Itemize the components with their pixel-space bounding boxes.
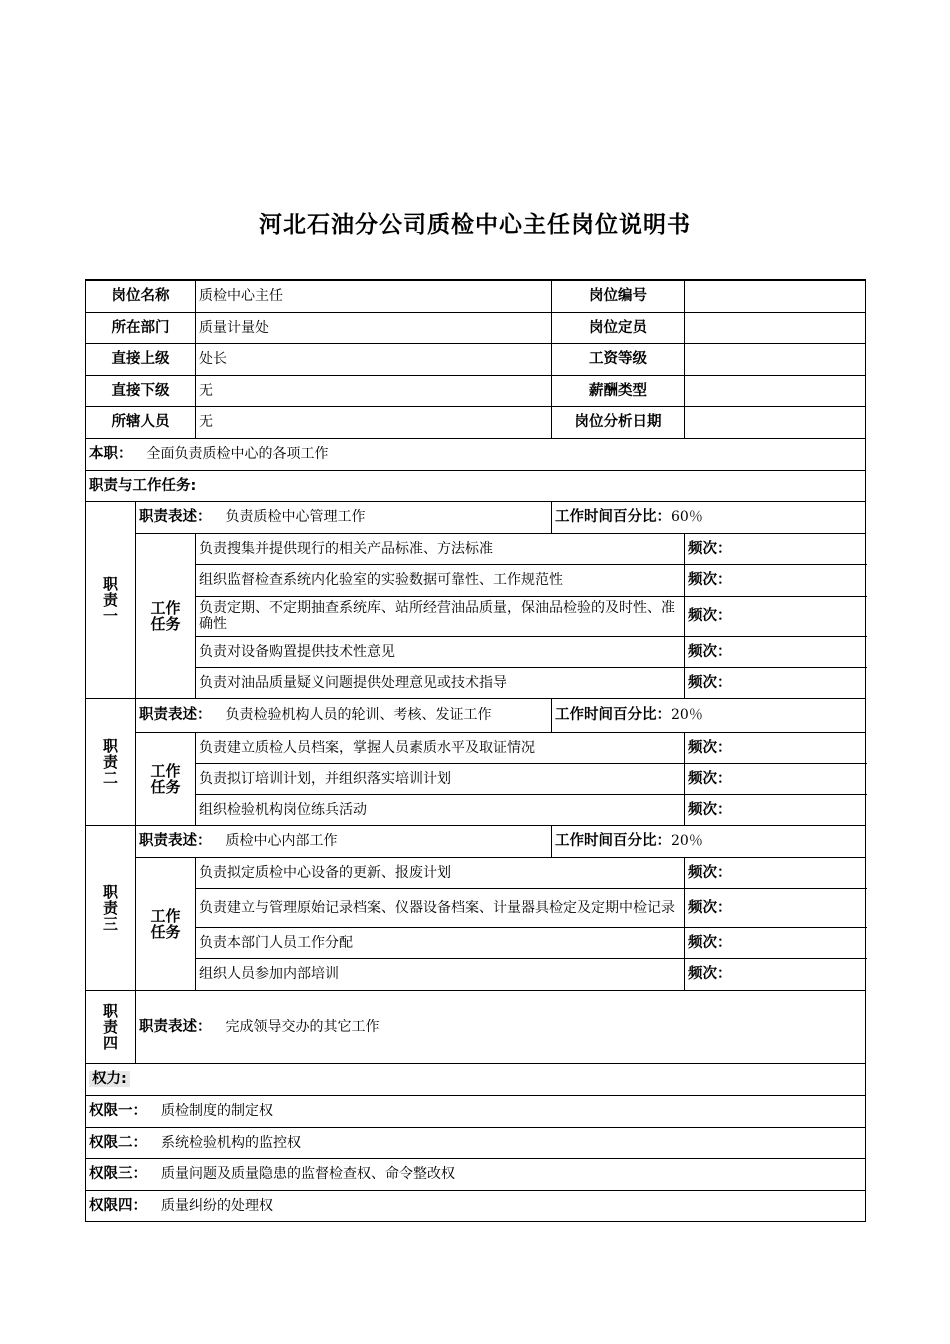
main-duty-label: 本职： — [89, 446, 133, 462]
frequency-label: 频次： — [685, 888, 866, 927]
duty-2-percent: 20％ — [671, 707, 703, 723]
label-staff: 所辖人员 — [86, 406, 196, 438]
duty-desc-label: 职责表述： — [139, 833, 212, 849]
duty-desc-label: 职责表述： — [139, 1018, 212, 1035]
duty-1-percent: 60％ — [671, 509, 703, 525]
task-row — [86, 958, 866, 990]
label-salary-grade: 工资等级 — [552, 343, 685, 375]
task-text: 负责建立与管理原始记录档案、仪器设备档案、计量器具检定及定期中检记录 — [196, 888, 685, 927]
duty-1-desc: 负责质检中心管理工作 — [225, 509, 366, 525]
job-description-table — [85, 279, 866, 1222]
duties-header-row — [86, 470, 866, 501]
document-title: 河北石油分公司质检中心主任岗位说明书 — [259, 212, 691, 238]
power-label: 权限二： — [89, 1134, 147, 1151]
task-row — [86, 596, 866, 636]
value-analysis-date — [685, 406, 866, 438]
task-text: 负责本部门人员工作分配 — [196, 927, 685, 958]
task-text: 组织人员参加内部培训 — [196, 958, 685, 990]
frequency-label: 频次： — [685, 958, 866, 990]
header-row — [86, 343, 866, 375]
task-text: 负责对设备购置提供技术性意见 — [196, 636, 685, 667]
time-percent-label: 工作时间百分比： — [555, 509, 671, 525]
value-department: 质量计量处 — [196, 312, 552, 343]
task-text: 负责对油品质量疑义问题提供处理意见或技术指导 — [196, 667, 685, 698]
label-supervisor: 直接上级 — [86, 343, 196, 375]
duty-3-desc: 质检中心内部工作 — [225, 833, 338, 849]
frequency-label: 频次： — [685, 564, 866, 596]
task-row — [86, 564, 866, 596]
task-row — [86, 667, 866, 698]
duty-desc-row — [86, 501, 866, 533]
main-duty-row — [86, 438, 866, 470]
task-text: 负责定期、不定期抽查系统库、站所经营油品质量，保油品检验的及时性、准确性 — [196, 596, 685, 636]
task-row — [86, 763, 866, 794]
task-row — [86, 927, 866, 958]
label-analysis-date: 岗位分析日期 — [552, 406, 685, 438]
power-text: 质量问题及质量隐患的监督检查权、命令整改权 — [161, 1166, 455, 1182]
duty-3-percent: 20％ — [671, 833, 703, 849]
duty-desc-row — [86, 698, 866, 732]
power-label: 权限一： — [89, 1103, 147, 1119]
duties-header: 职责与工作任务: — [86, 470, 866, 501]
powers-header-row — [86, 1063, 866, 1095]
power-row — [86, 1158, 866, 1190]
task-row — [86, 888, 866, 927]
power-text: 质量纠纷的处理权 — [161, 1197, 273, 1214]
frequency-label: 频次： — [685, 857, 866, 888]
task-text: 负责拟订培训计划，并组织落实培训计划 — [196, 763, 685, 794]
task-text: 组织检验机构岗位练兵活动 — [196, 794, 685, 825]
task-row — [86, 636, 866, 667]
task-text: 负责搜集并提供现行的相关产品标准、方法标准 — [196, 533, 685, 564]
power-label: 权限四： — [89, 1197, 147, 1214]
frequency-label: 频次： — [685, 763, 866, 794]
value-staff: 无 — [196, 406, 552, 438]
task-row — [86, 794, 866, 825]
task-text: 负责建立质检人员档案，掌握人员素质水平及取证情况 — [196, 732, 685, 763]
task-label: 工作 任务 — [136, 732, 196, 825]
task-row — [86, 857, 866, 888]
value-supervisor: 处长 — [196, 343, 552, 375]
label-position-name: 岗位名称 — [86, 280, 196, 312]
frequency-label: 频次： — [685, 636, 866, 667]
frequency-label: 频次： — [685, 667, 866, 698]
frequency-label: 频次： — [685, 927, 866, 958]
task-text: 组织监督检查系统内化验室的实验数据可靠性、工作规范性 — [196, 564, 685, 596]
main-duty-text: 全面负责质检中心的各项工作 — [146, 446, 329, 462]
power-text: 质检制度的制定权 — [161, 1103, 273, 1119]
power-text: 系统检验机构的监控权 — [161, 1134, 301, 1151]
duty-desc-label: 职责表述： — [139, 509, 212, 525]
label-headcount: 岗位定员 — [552, 312, 685, 343]
duty-4-label: 职 责 四 — [86, 990, 136, 1063]
value-salary-grade — [685, 343, 866, 375]
duty-4-desc: 完成领导交办的其它工作 — [225, 1018, 380, 1035]
duty-1-label: 职 责 一 — [86, 501, 136, 698]
duty-desc-row — [86, 825, 866, 857]
label-position-code: 岗位编号 — [552, 280, 685, 312]
task-text: 负责拟定质检中心设备的更新、报废计划 — [196, 857, 685, 888]
duty-desc-label: 职责表述： — [139, 707, 212, 723]
time-percent-label: 工作时间百分比： — [555, 707, 671, 723]
header-row — [86, 280, 866, 312]
power-row — [86, 1127, 866, 1158]
task-row — [86, 732, 866, 763]
frequency-label: 频次： — [685, 533, 866, 564]
duty-desc-row — [86, 990, 866, 1063]
value-position-code — [685, 280, 866, 312]
label-subordinate: 直接下级 — [86, 375, 196, 406]
duty-2-desc: 负责检验机构人员的轮训、考核、发证工作 — [225, 707, 492, 723]
value-subordinate: 无 — [196, 375, 552, 406]
task-row — [86, 533, 866, 564]
header-row — [86, 312, 866, 343]
frequency-label: 频次： — [685, 596, 866, 636]
header-row — [86, 406, 866, 438]
time-percent-label: 工作时间百分比： — [555, 833, 671, 849]
frequency-label: 频次： — [685, 794, 866, 825]
duty-2-label: 职 责 二 — [86, 698, 136, 825]
power-row — [86, 1190, 866, 1221]
powers-header: 权力: — [89, 1071, 130, 1087]
frequency-label: 频次： — [685, 732, 866, 763]
task-label: 工作 任务 — [136, 857, 196, 990]
power-label: 权限三： — [89, 1166, 147, 1182]
task-label: 工作 任务 — [136, 533, 196, 698]
duty-3-label: 职 责 三 — [86, 825, 136, 990]
label-department: 所在部门 — [86, 312, 196, 343]
value-pay-type — [685, 375, 866, 406]
value-position-name: 质检中心主任 — [196, 280, 552, 312]
power-row — [86, 1095, 866, 1127]
header-row — [86, 375, 866, 406]
label-pay-type: 薪酬类型 — [552, 375, 685, 406]
value-headcount — [685, 312, 866, 343]
